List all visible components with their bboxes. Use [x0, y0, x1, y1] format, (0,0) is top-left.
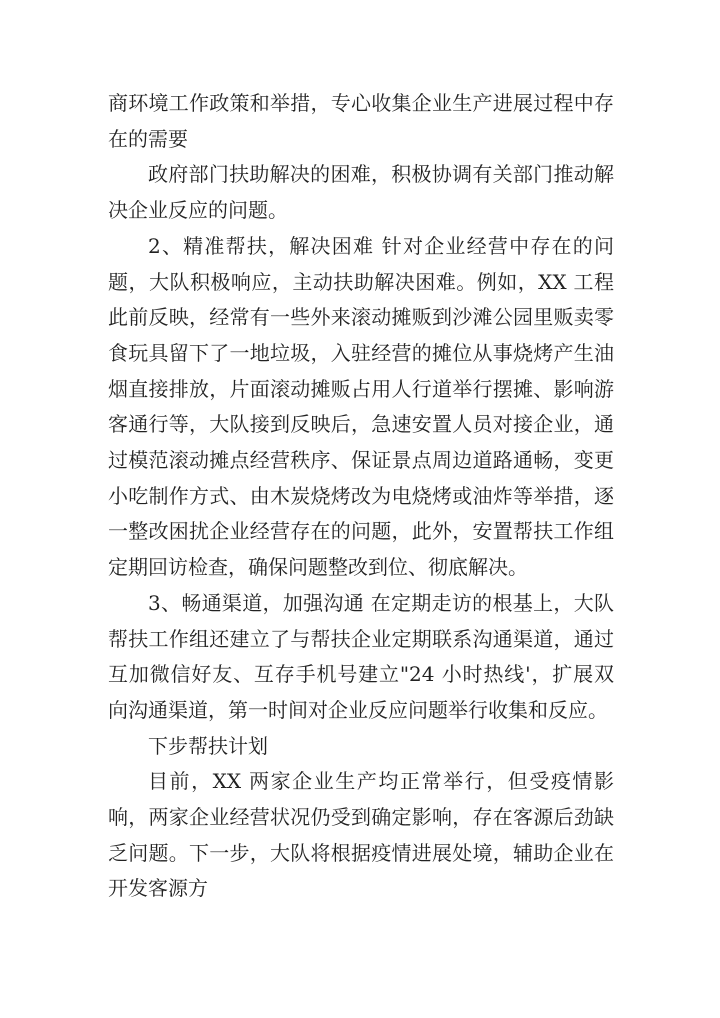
paragraph-2: 政府部门扶助解决的困难，积极协调有关部门推动解决企业反应的问题。 [108, 162, 614, 223]
paragraph-4: 3、畅通渠道，加强沟通 在定期走访的根基上，大队帮扶工作组还建立了与帮扶企业定期联系沟通渠道，通过互加微信好友、互存手机号建立"24 小时热线'，扩展双向沟通渠道，第一时间对企业反应问题举行收集和反应。 [108, 590, 614, 722]
document-body [108, 86, 614, 907]
section-heading: 下步帮扶计划 [148, 733, 268, 758]
paragraph-3: 2、精准帮扶，解决困难 针对企业经营中存在的问题，大队积极响应，主动扶助解决困难。例如，XX 工程此前反映，经常有一些外来滚动摊贩到沙滩公园里贩卖零食玩具留下了一地垃圾，入驻经营的摊位从事烧烤产生油烟直接排放，片面滚动摊贩占用人行道举行摆摊、影响游客通行等，大队接到反映后，急速安置人员对接企业，通过模范滚动摊点经营秩序、保证景点周边道路通畅，变更小吃制作方式、由木炭烧烤改为电烧烤或油炸等举措，逐一整改困扰企业经营存在的问题，此外，安置帮扶工作组定期回访检查，确保问题整改到位、彻底解决。 [108, 233, 614, 580]
paragraph-5: 目前，XX 两家企业生产均正常举行，但受疫情影响，两家企业经营状况仍受到确定影响，存在客源后劲缺乏问题。下一步，大队将根据疫情进展处境，辅助企业在开发客源方 [108, 769, 614, 901]
paragraph-1: 商环境工作政策和举措，专心收集企业生产进展过程中存在的需要 [108, 91, 614, 151]
